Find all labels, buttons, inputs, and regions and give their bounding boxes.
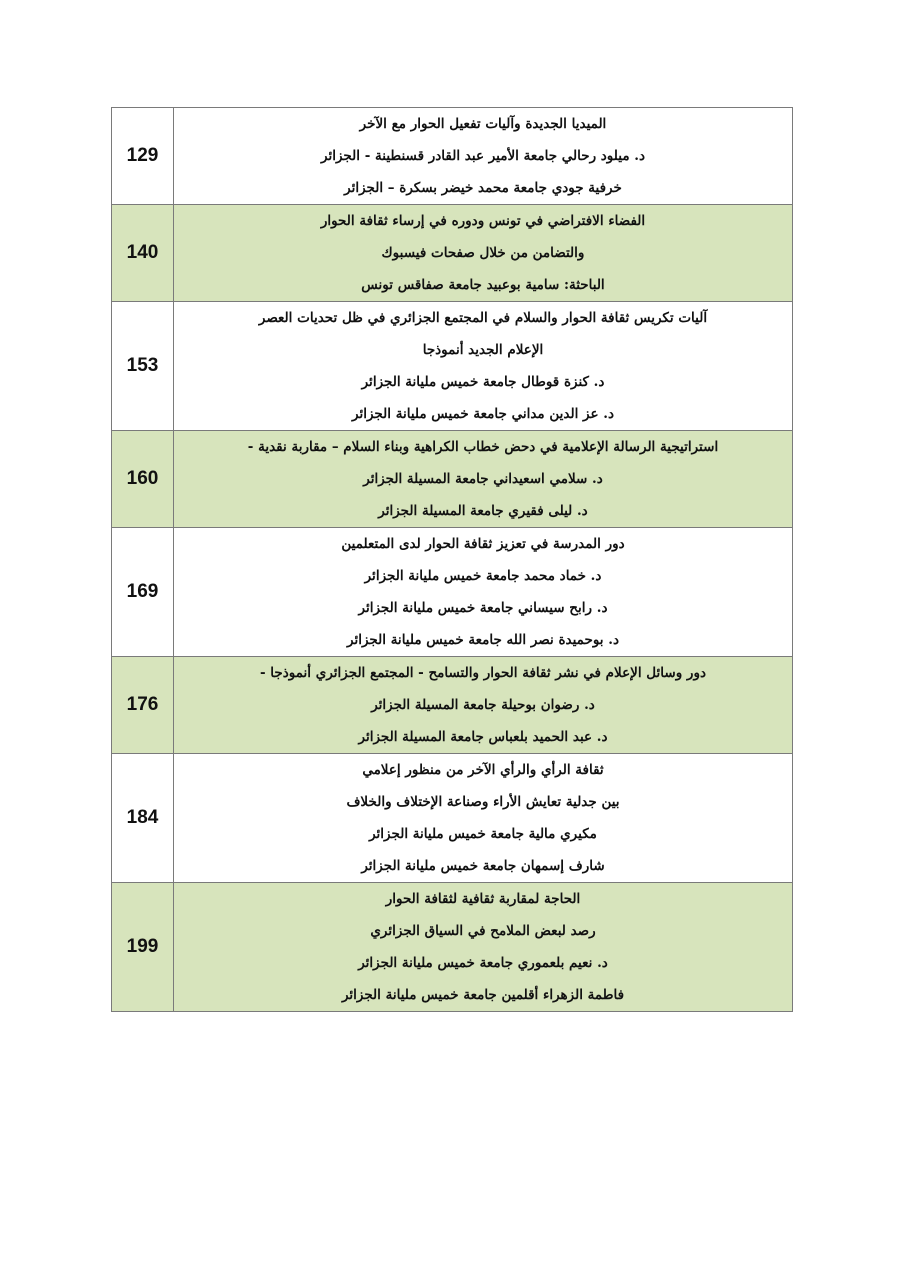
page-number: 176 xyxy=(112,657,174,754)
entry-content xyxy=(174,205,793,302)
article-title: الفضاء الافتراضي في تونس ودوره في إرساء ثقافة الحوار xyxy=(320,213,646,229)
author-line: د. ليلى فقيري جامعة المسيلة الجزائر xyxy=(378,503,588,519)
article-title-continued: بين جدلية تعايش الأراء وصناعة الإختلاف والخلاف xyxy=(346,794,620,810)
article-title-continued: الإعلام الجديد أنموذجا xyxy=(422,342,544,358)
article-title: آليات تكريس ثقافة الحوار والسلام في المجتمع الجزائري في ظل تحديات العصر xyxy=(258,310,708,326)
article-title-continued: رصد لبعض الملامح في السياق الجزائري xyxy=(370,923,596,939)
author-line: د. نعيم بلعموري جامعة خميس مليانة الجزائر xyxy=(358,955,608,971)
entry-content xyxy=(174,657,793,754)
toc-row-0 xyxy=(112,108,793,205)
toc-body xyxy=(112,108,793,1012)
author-line: شارف إسمهان جامعة خميس مليانة الجزائر xyxy=(361,858,605,874)
author-line: فاطمة الزهراء أقلمين جامعة خميس مليانة الجزائر xyxy=(341,987,625,1003)
article-title: الحاجة لمقاربة ثقافية لثقافة الحوار xyxy=(385,891,581,907)
toc-row-6 xyxy=(112,754,793,883)
toc-row-3 xyxy=(112,431,793,528)
page-number: 153 xyxy=(112,302,174,431)
article-title-continued: والتضامن من خلال صفحات فيسبوك xyxy=(381,245,585,261)
author-line: د. رابح سيساني جامعة خميس مليانة الجزائر xyxy=(358,600,608,616)
article-title: الميديا الجديدة وآليات تفعيل الحوار مع الآخر xyxy=(359,116,607,132)
entry-content xyxy=(174,754,793,883)
page-number: 129 xyxy=(112,108,174,205)
page-number: 140 xyxy=(112,205,174,302)
author-line: مكيري مالية جامعة خميس مليانة الجزائر xyxy=(369,826,597,842)
table-of-contents xyxy=(111,107,793,1012)
author-line: د. عز الدين مداني جامعة خميس مليانة الجزائر xyxy=(352,406,614,422)
toc-row-4 xyxy=(112,528,793,657)
article-title: استراتيجية الرسالة الإعلامية في دحض خطاب الكراهية وبناء السلام – مقاربة نقدية - xyxy=(247,439,719,455)
author-line: د. بوحميدة نصر الله جامعة خميس مليانة الجزائر xyxy=(347,632,619,648)
entry-content xyxy=(174,883,793,1012)
author-line: الباحثة: سامية بوعبيد جامعة صفاقس تونس xyxy=(361,277,605,293)
article-title: دور وسائل الإعلام في نشر ثقافة الحوار والتسامح - المجتمع الجزائري أنموذجا - xyxy=(260,665,706,681)
author-line: د. كنزة قوطال جامعة خميس مليانة الجزائر xyxy=(361,374,605,390)
author-line: د. رضوان بوحيلة جامعة المسيلة الجزائر xyxy=(371,697,595,713)
article-title: دور المدرسة في تعزيز ثقافة الحوار لدى المتعلمين xyxy=(341,536,625,552)
toc-row-2 xyxy=(112,302,793,431)
author-line: د. خماد محمد جامعة خميس مليانة الجزائر xyxy=(364,568,602,584)
page-number: 160 xyxy=(112,431,174,528)
entry-content xyxy=(174,108,793,205)
author-line: خرفية جودي جامعة محمد خيضر بسكرة – الجزائر xyxy=(344,180,622,196)
page-number: 169 xyxy=(112,528,174,657)
entry-content xyxy=(174,431,793,528)
author-line: د. سلامي اسعيداني جامعة المسيلة الجزائر xyxy=(363,471,603,487)
author-line: د. عبد الحميد بلعباس جامعة المسيلة الجزائر xyxy=(358,729,608,745)
entry-content xyxy=(174,528,793,657)
article-title: ثقافة الرأي والرأي الآخر من منظور إعلامي xyxy=(362,762,604,778)
author-line: د. ميلود رحالي جامعة الأمير عبد القادر قسنطينة - الجزائر xyxy=(321,148,645,164)
entry-content xyxy=(174,302,793,431)
toc-row-1 xyxy=(112,205,793,302)
page-number: 184 xyxy=(112,754,174,883)
toc-row-5 xyxy=(112,657,793,754)
toc-row-7 xyxy=(112,883,793,1012)
page-number: 199 xyxy=(112,883,174,1012)
